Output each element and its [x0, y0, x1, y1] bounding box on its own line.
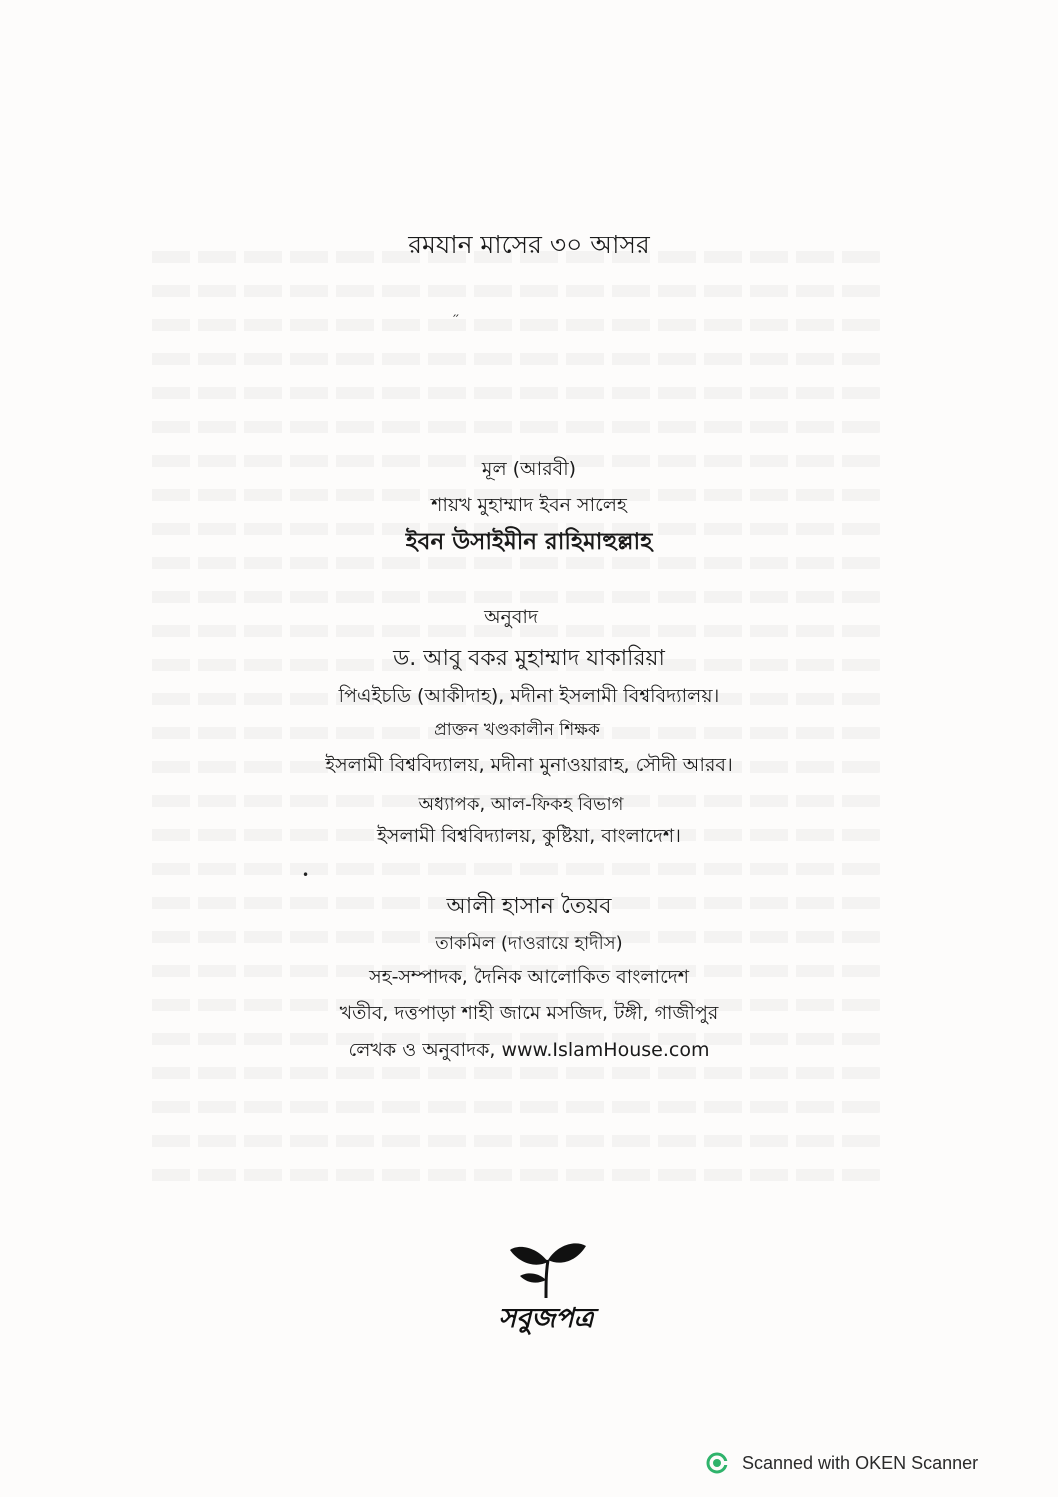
original-language-label: মূল (আরবী)	[481, 458, 577, 480]
translator-2-credential: খতীব, দত্তপাড়া শাহী জামে মসজিদ, টঙ্গী, গাজীপুর	[339, 1002, 719, 1024]
oken-scanner-icon	[706, 1452, 728, 1474]
publisher-logo-text: সবুজপত্র	[498, 1303, 594, 1334]
translation-label: অনুবাদ	[484, 606, 538, 628]
publisher-logo	[496, 1238, 596, 1348]
stray-ink-mark: ״	[452, 310, 460, 324]
translator-1-credential: ইসলামী বিশ্ববিদ্যালয়, কুষ্টিয়া, বাংলাদেশ।	[377, 825, 681, 847]
author-name-line-2: ইবন উসাইমীন রাহিমাহুল্লাহ	[405, 529, 653, 555]
translator-2-credential: সহ-সম্পাদক, দৈনিক আলোকিত বাংলাদেশ	[369, 966, 689, 988]
book-title: রমযান মাসের ৩০ আসর	[408, 230, 650, 259]
translator-1-credential: প্রাক্তন খণ্ডকালীন শিক্ষক	[434, 720, 600, 740]
translator-2-credential: তাকমিল (দাওরায়ে হাদীস)	[435, 933, 623, 954]
stray-ink-dot: •	[302, 868, 310, 882]
translator-2-credential: লেখক ও অনুবাদক, www.IslamHouse.com	[348, 1039, 710, 1061]
translator-2-name: আলী হাসান তৈয়ব	[446, 894, 612, 919]
leaf-sprout-icon	[496, 1238, 596, 1300]
translator-1-name: ড. আবু বকর মুহাম্মাদ যাকারিয়া	[393, 646, 665, 671]
translator-1-credential: ইসলামী বিশ্ববিদ্যালয়, মদীনা মুনাওয়ারাহ, সৌদী আরব।	[325, 754, 733, 776]
scanner-watermark	[706, 1448, 978, 1478]
scanner-watermark-text: Scanned with OKEN Scanner	[742, 1452, 979, 1473]
translator-1-credential: পিএইচডি (আকীদাহ), মদীনা ইসলামী বিশ্ববিদ্যালয়।	[338, 685, 720, 707]
translator-1-credential: অধ্যাপক, আল-ফিকহ বিভাগ	[418, 794, 624, 815]
author-name-line-1: শায়খ মুহাম্মাদ ইবন সালেহ	[431, 494, 627, 516]
